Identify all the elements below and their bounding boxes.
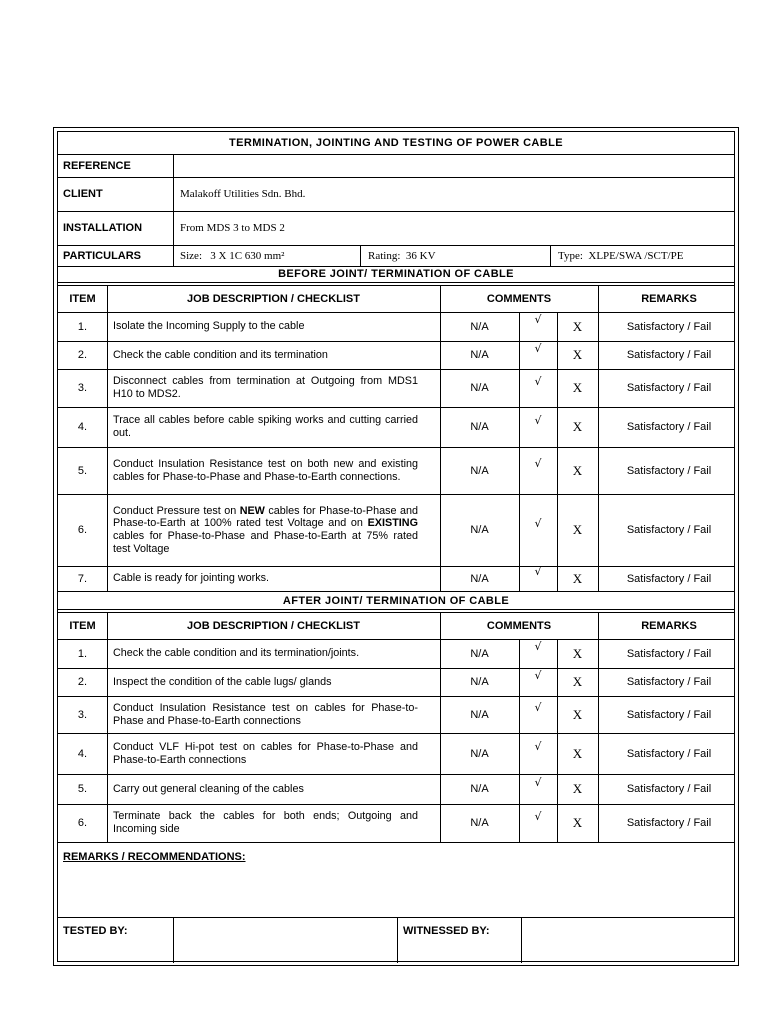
particulars-label: PARTICULARS <box>63 249 142 262</box>
job-description-text: Carry out general cleaning of the cables <box>113 782 304 795</box>
job-description-text: Conduct Insulation Resistance test on cables for Phase-to-Phase and Phase-to-Earth connections <box>113 701 418 727</box>
check-mark-option[interactable]: √ <box>534 668 542 682</box>
item-number: 1. <box>77 320 88 333</box>
description-segment: cables for Phase-to-Phase and Phase-to-Earth at 100% rated test Voltage and on <box>113 504 418 530</box>
x-mark-option[interactable]: X <box>572 318 583 334</box>
remark-status[interactable]: Satisfactory / Fail <box>626 464 712 477</box>
na-option[interactable]: N/A <box>470 817 489 829</box>
job-description-text: Trace all cables before cable spiking works and cutting carried out. <box>113 414 418 439</box>
tested-by-signature-field[interactable] <box>174 918 397 962</box>
after-col-job: JOB DESCRIPTION / CHECKLIST <box>187 619 360 632</box>
x-mark-option[interactable]: X <box>572 570 583 586</box>
check-mark-option[interactable]: √ <box>534 313 542 326</box>
divider <box>360 245 361 266</box>
x-mark-option[interactable]: X <box>572 706 583 722</box>
item-number: 5. <box>77 783 88 795</box>
job-description-text: Terminate back the cables for both ends; Outgoing and Incoming side <box>113 810 418 835</box>
job-description-text: Conduct VLF Hi-pot test on cables for Phase-to-Phase and Phase-to-Earth connections <box>113 740 418 766</box>
divider <box>58 591 734 592</box>
remarks-label: REMARKS / RECOMMENDATIONS: <box>63 851 246 863</box>
witnessed-by-label: WITNESSED BY: <box>403 925 490 937</box>
divider <box>440 285 441 591</box>
item-number: 6. <box>77 524 88 536</box>
check-mark-option[interactable]: √ <box>534 413 542 427</box>
form-inner-frame <box>57 131 735 962</box>
divider <box>440 612 441 842</box>
check-mark-option[interactable]: √ <box>534 374 542 388</box>
job-description <box>113 566 418 591</box>
divider <box>598 285 599 591</box>
installation-label: INSTALLATION <box>63 222 143 234</box>
item-number: 7. <box>77 572 88 585</box>
divider <box>557 639 558 842</box>
divider <box>519 312 520 591</box>
check-mark-option[interactable]: √ <box>534 516 542 530</box>
job-description-text: Disconnect cables from termination at Outgoing from MDS1 H10 to MDS2. <box>113 375 418 400</box>
job-description <box>113 733 418 774</box>
before-col-comments: COMMENTS <box>486 292 552 305</box>
item-number: 5. <box>77 464 88 477</box>
remark-status[interactable]: Satisfactory / Fail <box>626 421 712 433</box>
na-option[interactable]: N/A <box>470 647 489 660</box>
client-field[interactable]: Malakoff Utilities Sdn. Bhd. <box>180 188 306 200</box>
na-option[interactable]: N/A <box>470 349 489 361</box>
remark-status[interactable]: Satisfactory / Fail <box>626 572 712 585</box>
remark-status[interactable]: Satisfactory / Fail <box>626 817 712 829</box>
remark-status[interactable]: Satisfactory / Fail <box>626 783 712 795</box>
job-description <box>113 369 418 407</box>
job-description-text: Isolate the Incoming Supply to the cable <box>113 320 305 333</box>
item-number: 2. <box>77 349 88 361</box>
na-option[interactable]: N/A <box>470 464 489 477</box>
witnessed-by-signature-field[interactable] <box>522 918 740 962</box>
reference-label: REFERENCE <box>63 159 131 172</box>
x-mark-option[interactable]: X <box>572 522 583 537</box>
x-mark-option[interactable]: X <box>572 380 583 395</box>
divider <box>58 842 734 843</box>
item-number: 6. <box>77 817 88 829</box>
x-mark-option[interactable]: X <box>572 745 583 761</box>
x-mark-option[interactable]: X <box>572 674 583 689</box>
remark-status[interactable]: Satisfactory / Fail <box>626 747 712 760</box>
after-section-heading: AFTER JOINT/ TERMINATION OF CABLE <box>282 595 510 607</box>
job-description <box>113 341 418 369</box>
job-description-text: Inspect the condition of the cable lugs/ glands <box>113 675 332 688</box>
divider <box>173 154 174 266</box>
type-label: Type: <box>558 249 583 262</box>
type-value: XLPE/SWA /SCT/PE <box>588 249 684 262</box>
job-description <box>113 696 418 733</box>
remark-status[interactable]: Satisfactory / Fail <box>626 676 712 688</box>
x-mark-option[interactable]: X <box>572 347 583 362</box>
x-mark-option[interactable]: X <box>572 419 583 434</box>
divider <box>58 211 734 212</box>
job-description <box>113 447 418 494</box>
rating-label: Rating: <box>368 249 401 262</box>
na-option[interactable]: N/A <box>470 708 489 721</box>
rating-field[interactable] <box>368 245 436 266</box>
size-field[interactable] <box>180 245 284 266</box>
remark-status[interactable]: Satisfactory / Fail <box>626 382 712 394</box>
na-option[interactable]: N/A <box>470 320 489 333</box>
check-mark-option[interactable]: √ <box>534 565 542 578</box>
check-mark-option[interactable]: √ <box>534 457 542 470</box>
type-field[interactable] <box>558 245 683 266</box>
remark-status[interactable]: Satisfactory / Fail <box>626 320 712 333</box>
job-description <box>113 639 418 668</box>
form-title: TERMINATION, JOINTING AND TESTING OF POWER CABLE <box>229 137 563 149</box>
item-number: 4. <box>77 747 88 760</box>
divider <box>58 282 734 283</box>
divider <box>107 285 108 591</box>
remark-status[interactable]: Satisfactory / Fail <box>626 708 712 721</box>
item-number: 3. <box>77 708 88 721</box>
before-col-item: ITEM <box>69 292 96 305</box>
tested-by-label: TESTED BY: <box>63 925 128 937</box>
after-col-remarks: REMARKS <box>641 619 697 632</box>
check-mark-option[interactable]: √ <box>534 809 542 823</box>
remarks-textarea[interactable] <box>63 868 733 914</box>
job-description-text: Check the cable condition and its termination <box>113 348 328 361</box>
divider <box>397 917 398 963</box>
size-label: Size: <box>180 249 202 262</box>
job-description <box>113 407 418 447</box>
na-option[interactable]: N/A <box>470 747 489 760</box>
check-mark-option[interactable]: √ <box>534 640 542 653</box>
na-option[interactable]: N/A <box>470 382 489 394</box>
na-option[interactable]: N/A <box>470 524 489 536</box>
job-description <box>113 494 418 566</box>
description-segment: Conduct Pressure test on <box>113 504 240 517</box>
emphasis-text: EXISTING <box>367 517 418 530</box>
job-description <box>113 774 418 804</box>
job-description <box>113 804 418 842</box>
size-value: 3 X 1C 630 mm² <box>210 249 285 262</box>
client-label: CLIENT <box>63 188 103 200</box>
before-col-remarks: REMARKS <box>641 292 697 305</box>
installation-field[interactable]: From MDS 3 to MDS 2 <box>180 222 285 234</box>
remark-status[interactable]: Satisfactory / Fail <box>626 524 712 536</box>
na-option[interactable]: N/A <box>470 572 489 585</box>
divider <box>519 639 520 842</box>
job-description <box>113 668 418 696</box>
remark-status[interactable]: Satisfactory / Fail <box>626 349 712 361</box>
description-segment: cables for Phase-to-Phase and Phase-to-Earth at 75% rated test Voltage <box>113 530 418 555</box>
na-option[interactable]: N/A <box>470 676 489 688</box>
emphasis-text: NEW <box>239 504 265 517</box>
before-section-heading: BEFORE JOINT/ TERMINATION OF CABLE <box>278 268 514 280</box>
item-number: 4. <box>77 421 88 433</box>
after-col-comments: COMMENTS <box>486 619 552 632</box>
check-mark-option[interactable]: √ <box>534 701 542 714</box>
na-option[interactable]: N/A <box>470 421 489 433</box>
x-mark-option[interactable]: X <box>572 815 583 830</box>
job-description <box>113 312 418 341</box>
x-mark-option[interactable]: X <box>572 462 583 478</box>
job-description-text: Cable is ready for jointing works. <box>113 572 270 585</box>
divider <box>550 245 551 266</box>
x-mark-option[interactable]: X <box>572 781 583 796</box>
divider <box>557 312 558 591</box>
check-mark-option[interactable]: √ <box>534 740 542 753</box>
x-mark-option[interactable]: X <box>572 645 583 661</box>
job-description-text: Check the cable condition and its termination/joints. <box>113 647 360 660</box>
before-col-job: JOB DESCRIPTION / CHECKLIST <box>187 292 360 305</box>
rating-value: 36 KV <box>405 249 436 262</box>
cable-test-form <box>53 127 739 966</box>
remark-status[interactable]: Satisfactory / Fail <box>626 647 712 660</box>
item-number: 1. <box>77 647 88 660</box>
divider <box>598 612 599 842</box>
job-description-text: Conduct Insulation Resistance test on both new and existing cables for Phase-to-Phase and Phase-to-Earth connections. <box>113 457 418 483</box>
after-col-item: ITEM <box>69 619 96 632</box>
job-description-text <box>113 505 418 555</box>
divider <box>58 177 734 178</box>
reference-field[interactable] <box>180 154 740 177</box>
item-number: 2. <box>77 676 88 688</box>
item-number: 3. <box>77 382 88 394</box>
check-mark-option[interactable]: √ <box>534 341 542 355</box>
check-mark-option[interactable]: √ <box>534 775 542 789</box>
na-option[interactable]: N/A <box>470 783 489 795</box>
divider <box>107 612 108 842</box>
divider <box>58 609 734 610</box>
